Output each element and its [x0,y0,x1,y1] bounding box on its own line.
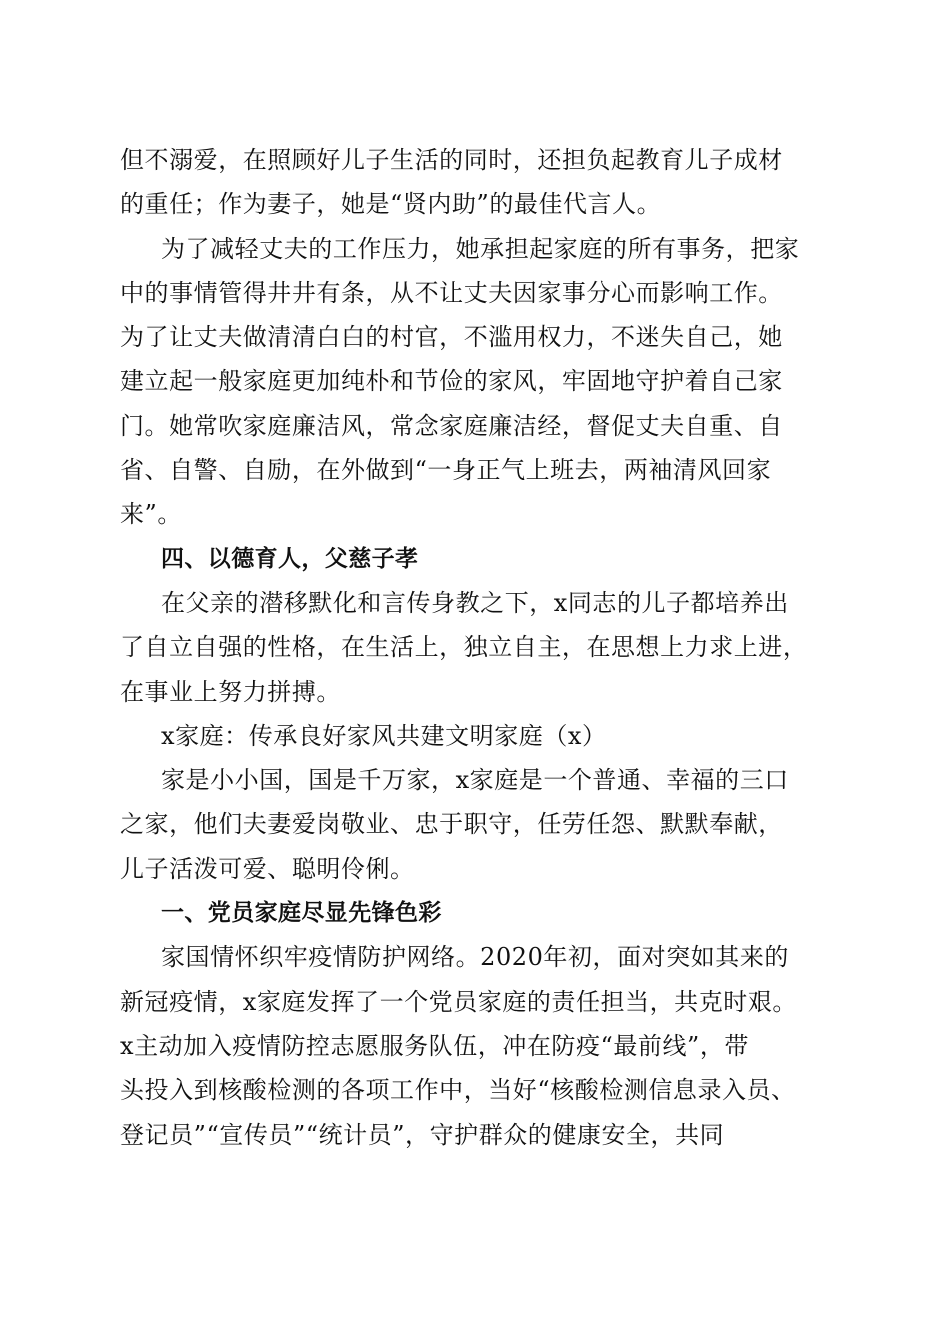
text-line: x主动加入疫情防控志愿服务队伍，冲在防疫“最前线”，带 [120,1031,749,1060]
text-line: 建立起一般家庭更加纯朴和节俭的家风，牢固地守护着自己家 [120,367,783,396]
text-line: 省、自警、自励，在外做到“一身正气上班去，两袖清风回家 [120,456,772,485]
text-line: 头投入到核酸检测的各项工作中，当好“核酸检测信息录入员、 [120,1076,796,1105]
text-line: 登记员”“宣传员”“统计员”，守护群众的健康安全，共同 [120,1120,725,1149]
text-line: 的重任；作为妻子，她是“贤内助”的最佳代言人。 [120,190,662,219]
text-line: 中的事情管得井井有条，从不让丈夫因家事分心而影响工作。 [120,278,783,307]
text-line: 在事业上努力拼搏。 [120,677,341,706]
text-line: 之家，他们夫妻爱岗敬业、忠于职守，任劳任怨、默默奉献， [120,810,783,839]
text-line: 家国情怀织牢疫情防护网络。2020年初，面对突如其来的 [161,943,789,972]
text-line: 家是小小国，国是千万家，x家庭是一个普通、幸福的三口 [161,766,789,795]
section-heading: 一、党员家庭尽显先锋色彩 [161,900,442,927]
text-line: 在父亲的潜移默化和言传身教之下，x同志的儿子都培养出 [161,588,789,617]
text-line: x家庭：传承良好家风共建文明家庭（x） [161,721,607,750]
text-line: 新冠疫情，x家庭发挥了一个党员家庭的责任担当，共克时艰。 [120,987,797,1016]
text-line: 了自立自强的性格，在生活上，独立自主，在思想上力求上进， [120,633,808,662]
document-body [120,138,832,1157]
text-line: 儿子活泼可爱、聪明伶俐。 [120,854,415,883]
text-line: 为了让丈夫做清清白白的村官，不滥用权力，不迷失自己，她 [120,323,783,352]
text-line: 门。她常吹家庭廉洁风，常念家庭廉洁经，督促丈夫自重、自 [120,411,783,440]
text-line: 但不溺爱，在照顾好儿子生活的同时，还担负起教育儿子成材 [120,146,783,174]
text-line: 来”。 [120,500,182,529]
section-heading: 四、以德育人，父慈子孝 [161,545,419,572]
text-line: 为了减轻丈夫的工作压力，她承担起家庭的所有事务，把家 [161,234,800,263]
